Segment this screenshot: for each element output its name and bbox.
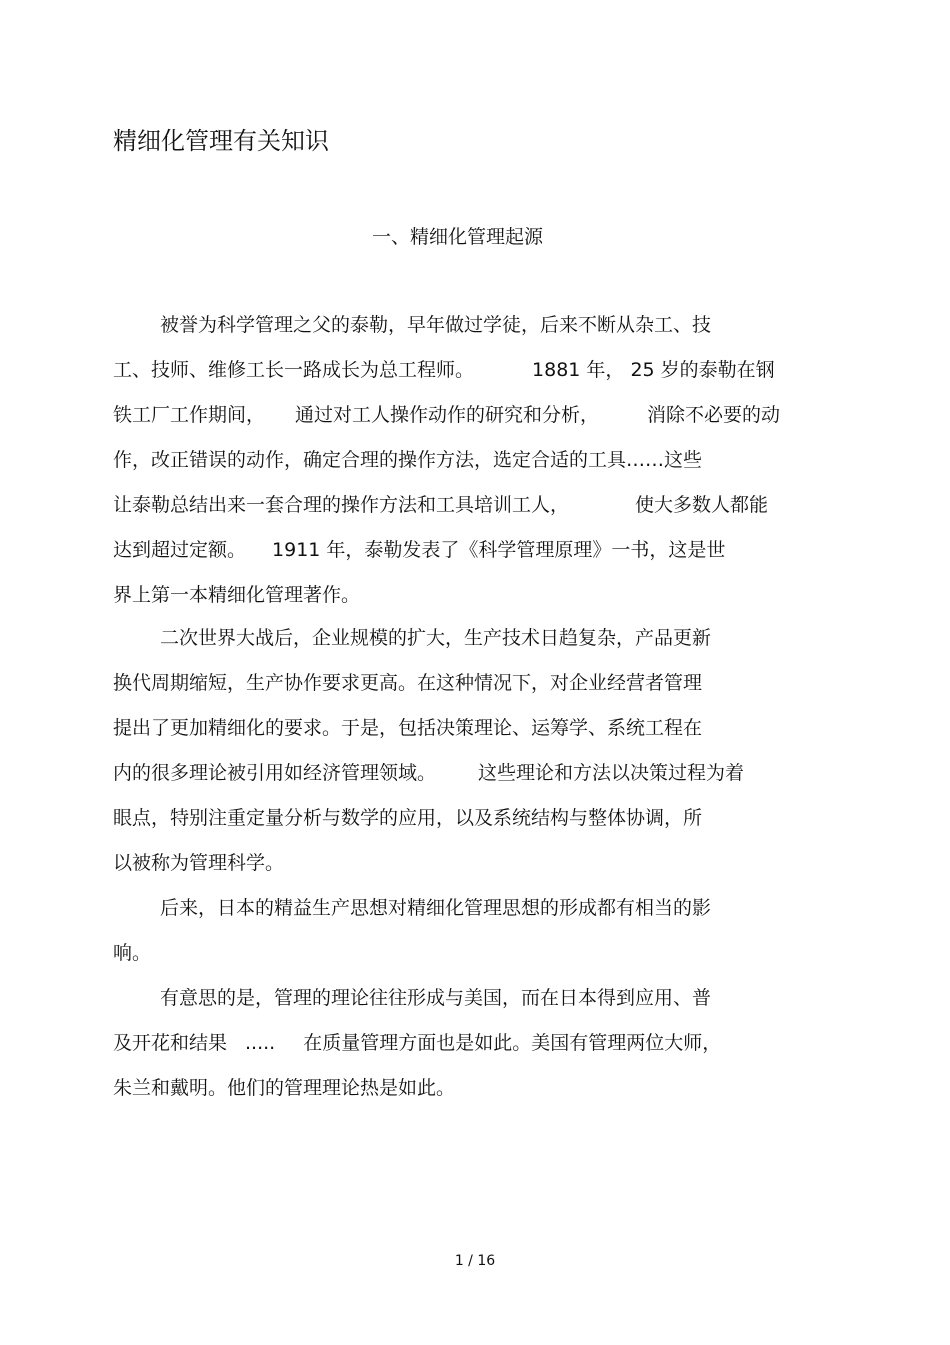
section-heading: 一、精细化管理起源 [372,226,544,248]
document-title: 精细化管理有关知识 [113,127,329,155]
text-segment: 界上第一本精细化管理著作。 [113,584,361,606]
text-segment: 响。 [113,942,152,964]
text-segment: 工、技师、维修工长一路成长为总工程师。 [113,359,475,381]
paragraph-1-line [113,536,725,564]
text-segment: 以被称为管理科学。 [113,852,285,874]
text-segment: 达到超过定额。 [113,539,247,561]
paragraph-3-line [160,894,711,922]
paragraph-1-line [113,356,775,384]
text-segment: ..... [245,1032,276,1054]
paragraph-4-line [160,984,711,1012]
paragraph-2-line [113,804,702,832]
paragraph-2-line [113,669,702,697]
text-segment: 后来，日本的精益生产思想对精细化管理思想的形成都有相当的影 [160,897,712,919]
text-segment: 让泰勒总结出来一套合理的操作方法和工具培训工人， [113,494,570,516]
text-segment: 作，改正错误的动作，确定合理的操作方法，选定合适的工具……这些 [113,449,703,471]
paragraph-4-line [113,1029,721,1057]
text-segment: 朱兰和戴明。他们的管理理论热是如此。 [113,1077,456,1099]
paragraph-2-line [113,849,284,877]
page-number: 1 / 16 [454,1253,496,1269]
text-segment: 内的很多理论被引用如经济管理领域。 [113,762,437,784]
text-segment: 铁工厂工作期间， [113,404,266,426]
text-segment: 有意思的是，管理的理论往往形成与美国，而在日本得到应用、普 [160,987,712,1009]
text-segment: 通过对工人操作动作的研究和分析， [295,404,600,426]
paragraph-3-line [113,939,151,967]
text-segment: 被誉为科学管理之父的泰勒，早年做过学徒，后来不断从杂工、技 [160,314,712,336]
text-segment: 这些理论和方法以决策过程为着 [478,762,745,784]
text-segment: 消除不必要的动 [647,404,781,426]
paragraph-1-line [160,311,711,339]
paragraph-1-line [113,446,702,474]
text-segment: 换代周期缩短，生产协作要求更高。在这种情况下，对企业经营者管理 [113,672,703,694]
paragraph-1-line [113,491,768,519]
text-segment: 使大多数人都能 [635,494,769,516]
paragraph-2-line [113,714,702,742]
paragraph-2-line [113,759,744,787]
paragraph-4-line [113,1074,455,1102]
paragraph-2-line [160,624,711,652]
text-segment: 眼点，特别注重定量分析与数学的应用，以及系统结构与整体协调，所 [113,807,703,829]
paragraph-1-line [113,401,780,429]
text-segment: 在质量管理方面也是如此。美国有管理两位大师， [303,1032,722,1054]
text-segment: 1911 年，泰勒发表了《科学管理原理》一书，这是世 [272,539,726,561]
text-segment: 二次世界大战后，企业规模的扩大，生产技术日趋复杂，产品更新 [160,627,712,649]
paragraph-1-line [113,581,360,609]
text-segment: 提出了更加精细化的要求。于是，包括决策理论、运筹学、系统工程在 [113,717,703,739]
text-segment: 及开花和结果 [113,1032,228,1054]
text-segment: 1881 年， 25 岁的泰勒在钢 [532,359,775,381]
